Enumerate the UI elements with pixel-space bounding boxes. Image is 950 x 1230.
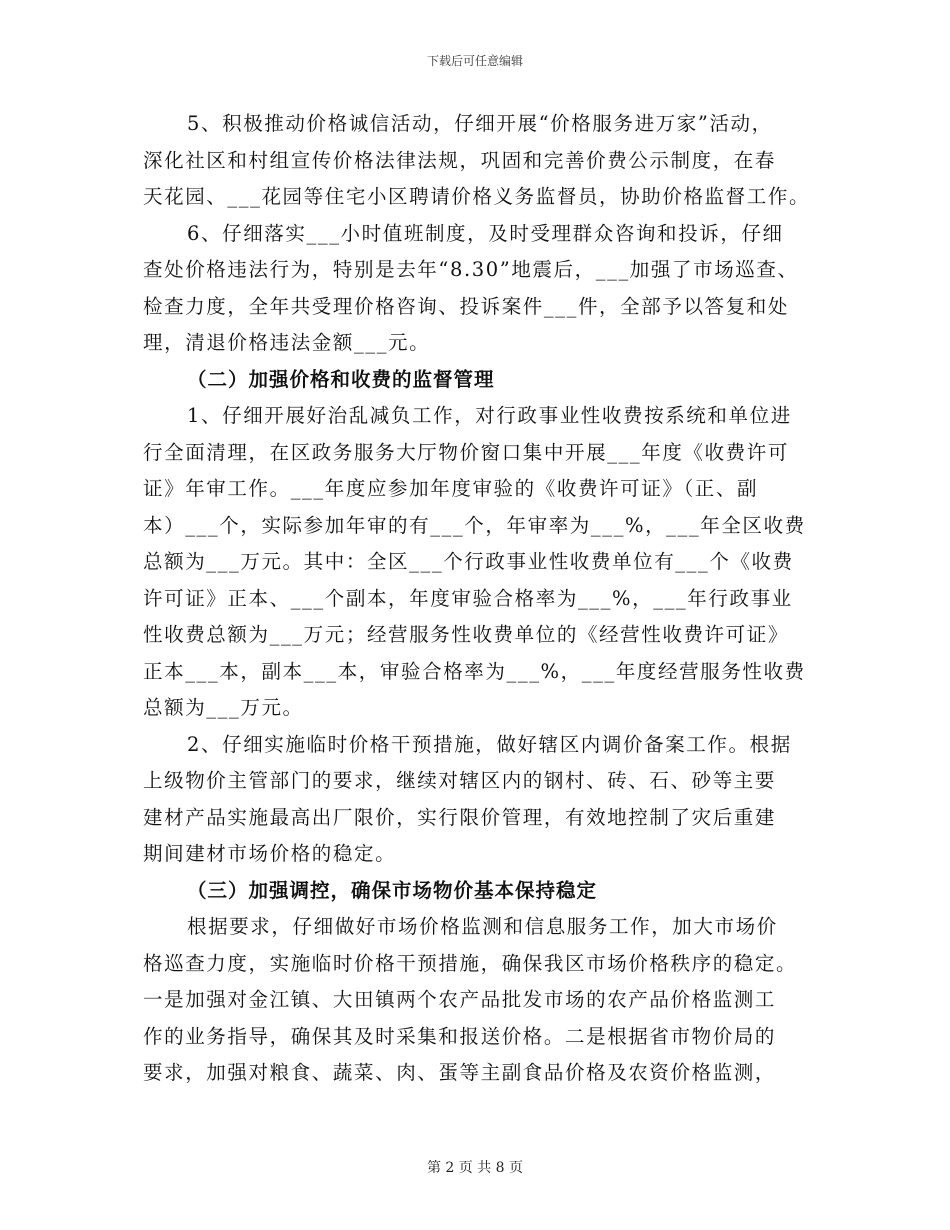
text-line: 正本___本，副本___本，审验合格率为___%，___年度经营服务性收费	[143, 659, 806, 683]
text-line: 证》年审工作。___年度应参加年度审验的《收费许可证》（正、副	[143, 477, 759, 500]
page-header: 下载后可任意编辑	[426, 54, 523, 68]
text-line: 建材产品实施最高出厂限价，实行限价管理，有效地控制了灾后重建	[143, 805, 777, 829]
text-line: 许可证》正本、___个副本，年度审验合格率为___%，___年行政事业	[143, 586, 793, 610]
text-line: 上级物价主管部门的要求，继续对辖区内的钢村、砖、石、砂等主要	[143, 769, 777, 792]
text-line: 性收费总额为___万元；经营服务性收费单位的《经营性收费许可证》	[143, 623, 789, 646]
text-line: 理，清退价格违法金额___元。	[143, 331, 431, 354]
text-line: 本）___个，实际参加年审的有___个，年审率为___%，___年全区收费	[143, 513, 806, 537]
text-line: 查处价格违法行为，特别是去年“8.30”地震后，___加强了市场巡查、	[143, 258, 799, 281]
text-line: 要求，加强对粮食、蔬菜、肉、蛋等主副食品价格及农资价格监测，	[143, 1061, 777, 1084]
text-line: 期间建材市场价格的稳定。	[143, 842, 397, 865]
section-heading: （三）加强调控，确保市场物价基本保持稳定	[187, 878, 598, 902]
text-line: 1、仔细开展好治乱减负工作，对行政事业性收费按系统和单位进	[187, 404, 792, 427]
text-line: 6、仔细落实___小时值班制度，及时受理群众咨询和投诉，仔细	[187, 221, 784, 245]
text-line: 格巡查力度，实施临时价格干预措施，确保我区市场价格秩序的稳定。	[143, 951, 798, 975]
text-line: 2、仔细实施临时价格干预措施，做好辖区内调价备案工作。根据	[187, 732, 792, 756]
text-line: 深化社区和村组宣传价格法律法规，巩固和完善价费公示制度，在春	[143, 148, 777, 172]
text-line: 行全面清理，在区政务服务大厅物价窗口集中开展___年度《收费许可	[143, 440, 789, 464]
text-line: 一是加强对金江镇、大田镇两个农产品批发市场的农产品价格监测工	[143, 988, 777, 1011]
document-body	[143, 106, 811, 1092]
text-line: 作的业务指导，确保其及时采集和报送价格。二是根据省市物价局的	[143, 1024, 777, 1048]
text-line: 总额为___万元。其中：全区___个行政事业性收费单位有___个《收费	[143, 550, 794, 573]
text-line: 天花园、___花园等住宅小区聘请价格义务监督员，协助价格监督工作。	[143, 185, 811, 208]
text-line: 5、积极推动价格诚信活动，仔细开展“价格服务进万家”活动，	[187, 112, 773, 135]
text-line: 总额为___万元。	[143, 696, 304, 719]
text-line: 检查力度，全年共受理价格咨询、投诉案件___件，全部予以答复和处	[143, 294, 789, 318]
text-line: 根据要求，仔细做好市场价格监测和信息服务工作，加大市场价	[187, 915, 778, 938]
section-heading: （二）加强价格和收费的监督管理	[187, 367, 495, 391]
page-footer: 第 2 页 共 8 页	[426, 1160, 524, 1176]
